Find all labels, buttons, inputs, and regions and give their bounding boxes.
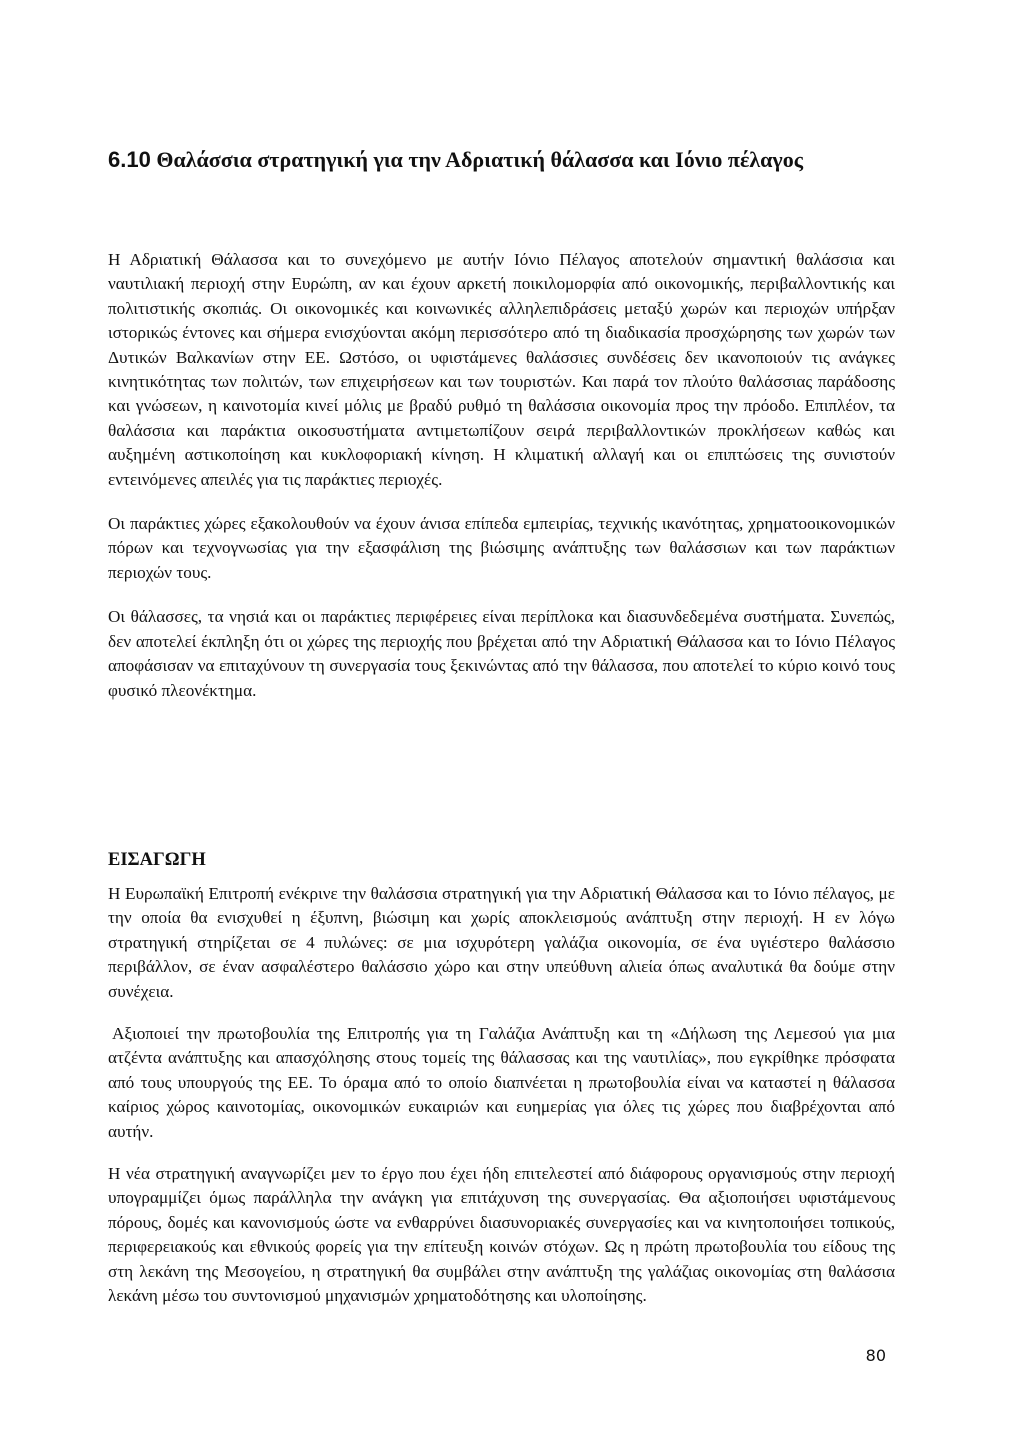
- section-paragraph-1: Η Αδριατική Θάλασσα και το συνεχόμενο με αυτήν Ιόνιο Πέλαγος αποτελούν σημαντική θαλάσσια και ναυτιλιακή περιοχή στην Ευρώπη, αν και έχουν αρκετή ποικιλομορφία από οικονομικής, περιβαλλοντικής και πολιτιστικής σκοπιάς. Οι οικονομικές και κοινωνικές αλληλεπιδράσεις μεταξύ χωρών και περιοχών υπήρξαν ιστορικώς έντονες και σήμερα ενισχύονται ακόμη περισσότερο από τη διαδικασία προσχώρησης των χωρών των Δυτικών Βαλκανίων στην ΕΕ. Ωστόσο, οι υφιστάμενες θαλάσσιες συνδέσεις δεν ικανοποιούν τις ανάγκες κινητικότητας των πολιτών, των επιχειρήσεων και των τουριστών. Και παρά τον πλούτο θαλάσσιας παράδοσης και γνώσεων, η καινοτομία κινεί μόλις με βραδύ ρυθμό τη θαλάσσια οικονομία προς την πρόοδο. Επιπλέον, τα θαλάσσια και παράκτια οικοσυστήματα αντιμετωπίζουν σειρά περιβαλλοντικών προκλήσεων καθώς και αυξημένη αστικοποίηση και κυκλοφοριακή κίνηση. Η κλιματική αλλαγή και οι επιπτώσεις της συνιστούν εντεινόμενες απειλές για τις παράκτιες περιοχές.: [108, 250, 895, 489]
- section-title: Θαλάσσια στρατηγική για την Αδριατική θάλασσα και Ιόνιο πέλαγος: [156, 147, 803, 172]
- intro-body: [108, 882, 895, 1329]
- section-number: 6.10: [108, 147, 151, 172]
- section-paragraph-2: Οι παράκτιες χώρες εξακολουθούν να έχουν άνισα επίπεδα εμπειρίας, τεχνικής ικανότητας, χρηματοοικονομικών πόρων και τεχνογνωσίας για την εξασφάλιση της βιώσιμης ανάπτυξης των θαλάσσιων και των παράκτιων περιοχών τους.: [108, 514, 895, 582]
- page-number: 80: [865, 1346, 886, 1365]
- intro-paragraph-2: Αξιοποιεί την πρωτοβουλία της Επιτροπής για τη Γαλάζια Ανάπτυξη και τη «Δήλωση της Λεμεσού για μια ατζέντα ανάπτυξης και απασχόλησης στους τομείς της θάλασσας και της ναυτιλίας», που εγκρίθηκε πρόσφατα από τους υπουργούς της ΕΕ. Το όραμα από το οποίο διαπνέεται η πρωτοβουλία είναι να καταστεί η θάλασσα καίριος χώρος καινοτομίας, οικονομικών ευκαιριών και ευημερίας για όλες τις χώρες που διαβρέχονται από αυτήν.: [108, 1024, 895, 1141]
- section-paragraph-3: Οι θάλασσες, τα νησιά και οι παράκτιες περιφέρειες είναι περίπλοκα και διασυνδεδεμένα συστήματα. Συνεπώς, δεν αποτελεί έκπληξη ότι οι χώρες της περιοχής που βρέχεται από την Αδριατική Θάλασσα και το Ιόνιο Πέλαγος αποφάσισαν να επιταχύνουν τη συνεργασία τους ξεκινώντας από την θάλασσα, που αποτελεί το κύριο κοινό τους φυσικό πλεονέκτημα.: [108, 607, 895, 700]
- section-body: [108, 248, 895, 723]
- section-heading: [108, 146, 908, 174]
- intro-heading: ΕΙΣΑΓΩΓΗ: [108, 850, 206, 870]
- intro-paragraph-3: Η νέα στρατηγική αναγνωρίζει μεν το έργο που έχει ήδη επιτελεστεί από διάφορους οργανισμούς στην περιοχή υπογραμμίζει όμως παράλληλα την ανάγκη για επιτάχυνση της συνεργασίας. Θα αξιοποιήσει υφιστάμενους πόρους, δομές και κανονισμούς ώστε να ενθαρρύνει διασυνοριακές συνεργασίες και να κινητοποιήσει τοπικούς, περιφερειακούς και εθνικούς φορείς για την επίτευξη κοινών στόχων. Ως η πρώτη πρωτοβουλία του είδους της στη λεκάνη της Μεσογείου, η στρατηγική θα συμβάλει στην ανάπτυξη της γαλάζιας οικονομίας στη θαλάσσια λεκάνη μέσω του συντονισμού μηχανισμών χρηματοδότησης και υλοποίησης.: [108, 1164, 895, 1306]
- intro-paragraph-1: Η Ευρωπαϊκή Επιτροπή ενέκρινε την θαλάσσια στρατηγική για την Αδριατική Θάλασσα και το Ιόνιο πέλαγος, με την οποία θα ενισχυθεί η έξυπνη, βιώσιμη και χωρίς αποκλεισμούς ανάπτυξη στην περιοχή. Η εν λόγω στρατηγική στηρίζεται σε 4 πυλώνες: σε μια ισχυρότερη γαλάζια οικονομία, σε ένα υγιέστερο θαλάσσιο περιβάλλον, σε έναν ασφαλέστερο θαλάσσιο χώρο και στην υπεύθυνη αλιεία όπως αναλυτικά θα δούμε στην συνέχεια.: [108, 884, 895, 1001]
